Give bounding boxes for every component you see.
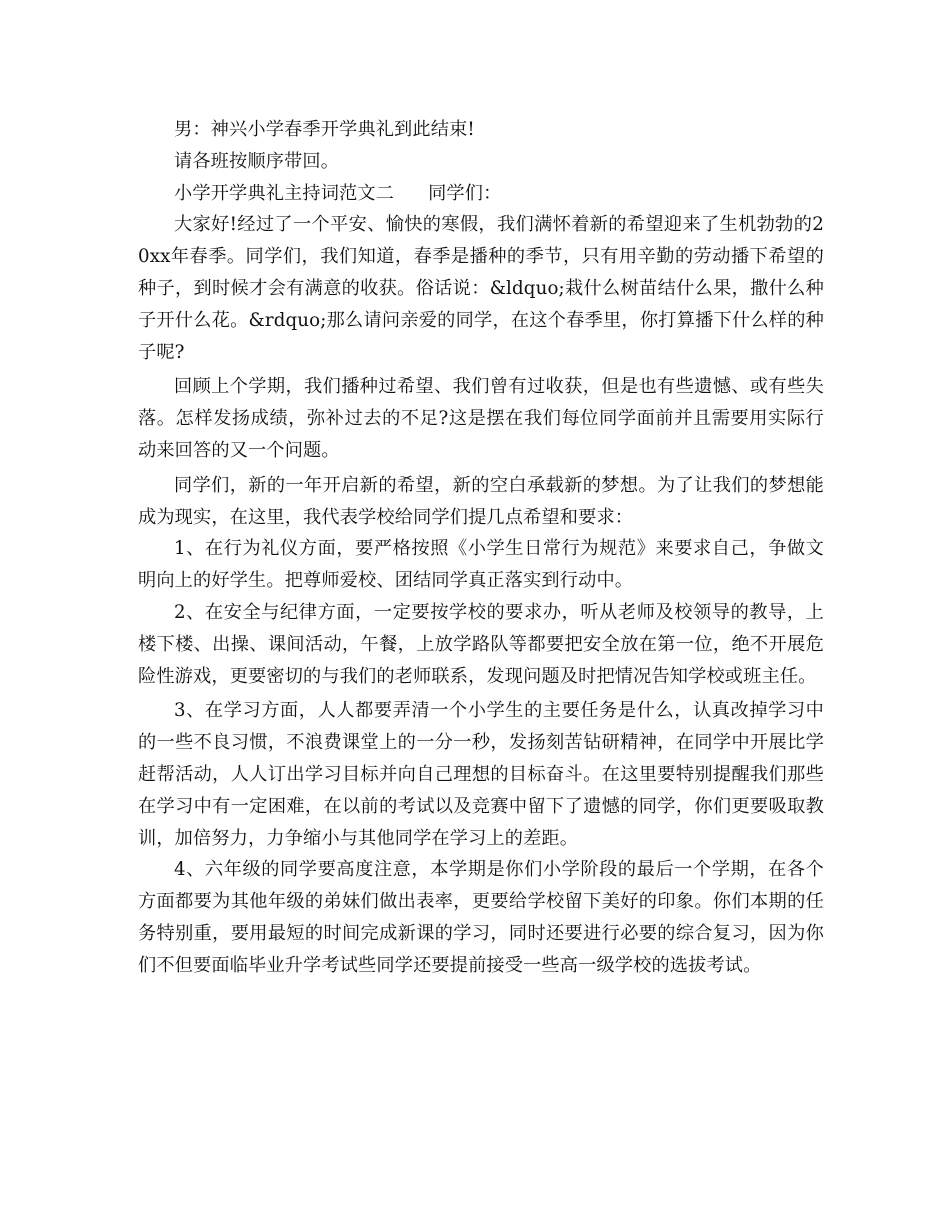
dismissal-instruction: 请各班按顺序带回。 <box>174 150 340 172</box>
document-body <box>138 114 824 982</box>
paragraph-review: 回顾上个学期，我们播种过希望、我们曾有过收获，但是也有些遗憾、或有些失落。怎样发扬成绩，弥补过去的不足?这是摆在我们每位同学面前并且需要用实际行动来回答的又一个问题。 <box>138 376 824 461</box>
paragraph-item-1: 1、在行为礼仪方面，要严格按照《小学生日常行为规范》来要求自己，争做文明向上的好学生。把尊师爱校、团结同学真正落实到行动中。 <box>138 538 824 592</box>
section-heading: 小学开学典礼主持词范文二 <box>174 182 395 204</box>
paragraph-item-3: 3、在学习方面，人人都要弄清一个小学生的主要任务是什么，认真改掉学习中的一些不良习惯，不浪费课堂上的一分一秒，发扬刻苦钻研精神，在同学中开展比学赶帮活动，人人订出学习目标并向自己理想的目标奋斗。在这里要特别提醒我们那些在学习中有一定困难，在以前的考试以及竞赛中留下了遗憾的同学，你们更要吸取教训，加倍努力，力争缩小与其他同学在学习上的差距。 <box>138 700 824 849</box>
paragraph-item-4: 4、六年级的同学要高度注意，本学期是你们小学阶段的最后一个学期，在各个方面都要为其他年级的弟妹们做出表率，更要给学校留下美好的印象。你们本期的任务特别重，要用最短的时间完成新课的学习，同时还要进行必要的综合复习，因为你们不但要面临毕业升学考试些同学还要提前接受一些高一级学校的选拔考试。 <box>138 859 824 976</box>
closing-announcement: 男：神兴小学春季开学典礼到此结束! <box>174 119 475 140</box>
paragraph-new-year: 同学们，新的一年开启新的希望，新的空白承载新的梦想。为了让我们的梦想能成为现实，在这里，我代表学校给同学们提几点希望和要求： <box>138 474 824 528</box>
paragraph-item-2: 2、在安全与纪律方面，一定要按学校的要求办，听从老师及校领导的教导，上楼下楼、出操、课间活动，午餐，上放学路队等都要把安全放在第一位，绝不开展危险性游戏，更要密切的与我们的老师联系，发现问题及时把情况告知学校或班主任。 <box>138 601 824 687</box>
paragraph-opening: 大家好!经过了一个平安、愉快的寒假，我们满怀着新的希望迎来了生机勃勃的20xx年春季。同学们，我们知道，春季是播种的季节，只有用辛勤的劳动播下希望的种子，到时候才会有满意的收获。俗话说：&ldquo;栽什么树苗结什么果，撒什么种子开什么花。&rdquo;那么请问亲爱的同学，在这个春季里，你打算播下什么样的种子呢? <box>138 214 824 363</box>
section-heading-line <box>138 178 824 210</box>
greeting: 同学们： <box>428 182 502 204</box>
